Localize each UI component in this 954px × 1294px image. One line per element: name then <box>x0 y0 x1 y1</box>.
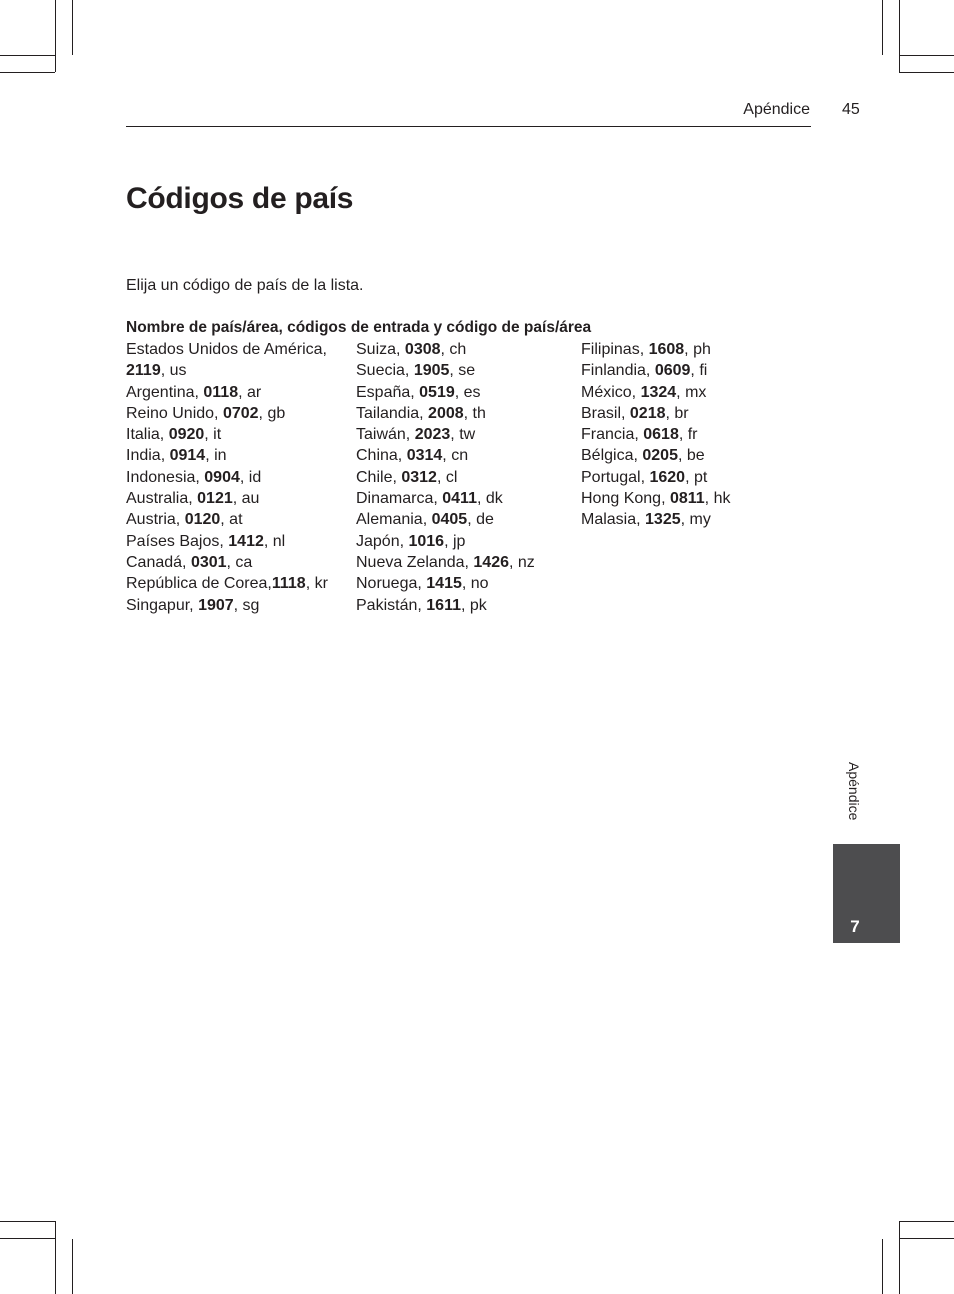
crop-mark <box>55 0 56 72</box>
entry-code: 2023 <box>414 426 451 444</box>
country-abbr: , ph <box>684 341 711 358</box>
country-entry <box>126 531 352 552</box>
crop-mark <box>899 1221 954 1222</box>
entry-code: 0609 <box>654 362 691 380</box>
country-abbr: , ar <box>238 383 262 401</box>
country-abbr: , tw <box>450 426 476 444</box>
entry-code: 1118 <box>271 575 306 593</box>
crop-mark <box>72 0 73 55</box>
country-column-3 <box>581 339 781 531</box>
country-entry <box>126 573 352 594</box>
crop-mark <box>0 1238 55 1239</box>
country-entry <box>356 573 578 594</box>
country-abbr: , kr <box>305 575 328 593</box>
country-abbr: , au <box>232 490 260 508</box>
country-entry <box>356 509 578 530</box>
country-entry <box>581 509 781 530</box>
country-entry <box>126 382 352 403</box>
country-entry <box>581 424 781 445</box>
country-name: Pakistán, <box>356 596 427 614</box>
country-entry <box>356 403 578 424</box>
entry-code: 0618 <box>643 426 679 444</box>
country-abbr: , cn <box>442 447 469 465</box>
running-header: Apéndice <box>743 101 810 118</box>
country-name: Austria, <box>126 511 185 529</box>
entry-code: 1426 <box>473 553 509 571</box>
entry-code: 1016 <box>408 532 445 550</box>
country-column-1 <box>126 339 352 616</box>
country-abbr: , it <box>204 426 222 444</box>
entry-code: 1611 <box>426 596 461 614</box>
entry-code: 1412 <box>228 532 264 550</box>
country-entry <box>356 488 578 509</box>
country-entry <box>126 488 352 509</box>
country-name: Alemania, <box>356 511 432 529</box>
country-abbr: , sg <box>233 596 260 614</box>
country-entry <box>126 509 352 530</box>
country-name: Singapur, <box>126 596 199 614</box>
entry-code: 1608 <box>648 341 685 358</box>
country-abbr: , no <box>461 575 489 593</box>
country-name: México, <box>581 383 641 401</box>
country-abbr: , fr <box>678 426 698 444</box>
country-entry <box>356 552 578 573</box>
country-column-2 <box>356 339 578 616</box>
country-abbr: , id <box>239 468 262 486</box>
country-entry <box>356 595 578 616</box>
entry-code: 0120 <box>184 511 221 529</box>
crop-mark <box>899 55 954 56</box>
crop-mark <box>0 55 55 56</box>
country-name: Reino Unido, <box>126 404 223 422</box>
country-name: China, <box>356 447 407 465</box>
country-abbr: , ch <box>440 341 467 358</box>
country-abbr: , jp <box>444 532 466 550</box>
country-abbr: , fi <box>690 362 708 380</box>
country-abbr: , pt <box>685 468 708 486</box>
country-name: Filipinas, <box>581 341 649 358</box>
country-entry <box>581 339 781 360</box>
country-entry <box>356 467 578 488</box>
entry-code: 0519 <box>419 383 455 401</box>
entry-code: 0121 <box>197 490 233 508</box>
crop-mark <box>899 1221 900 1294</box>
country-name: Nueva Zelanda, <box>356 553 474 571</box>
entry-code: 2119 <box>126 362 161 380</box>
table-heading: Nombre de país/área, códigos de entrada y código de país/área <box>126 319 592 336</box>
entry-code: 0904 <box>204 468 240 486</box>
country-name: India, <box>126 447 170 465</box>
country-name: Brasil, <box>581 404 630 422</box>
entry-code: 1620 <box>649 468 686 486</box>
country-name: República de Corea, <box>126 575 272 593</box>
country-abbr: , hk <box>704 490 731 508</box>
country-entry <box>356 424 578 445</box>
entry-code: 0914 <box>169 447 206 465</box>
country-name: España, <box>356 383 420 401</box>
country-abbr: , th <box>463 404 486 422</box>
country-name: Estados Unidos de América, <box>126 341 327 358</box>
entry-code: 0920 <box>168 426 205 444</box>
crop-mark <box>899 0 900 72</box>
entry-code: 1415 <box>426 575 462 593</box>
intro-text: Elija un código de país de la lista. <box>126 277 364 294</box>
crop-mark <box>72 1239 73 1294</box>
country-name: Taiwán, <box>356 426 415 444</box>
country-name: Tailandia, <box>356 404 429 422</box>
country-name: Finlandia, <box>581 362 655 380</box>
country-entry <box>581 403 781 424</box>
country-name: Países Bajos, <box>126 532 229 550</box>
country-entry <box>356 360 578 381</box>
country-abbr: , de <box>467 511 494 529</box>
country-entry <box>581 445 781 466</box>
entry-code: 0314 <box>406 447 443 465</box>
crop-mark <box>882 1239 883 1294</box>
page-number: 45 <box>842 101 860 118</box>
country-abbr: , dk <box>476 490 503 508</box>
country-abbr: , ca <box>226 553 253 571</box>
country-abbr: , be <box>677 447 705 465</box>
country-abbr: , br <box>665 404 689 422</box>
country-name: Francia, <box>581 426 644 444</box>
country-abbr: , us <box>160 362 187 380</box>
country-entry <box>126 467 352 488</box>
country-abbr: , cl <box>436 468 458 486</box>
country-name: Canadá, <box>126 553 191 571</box>
entry-code: 0411 <box>442 490 477 508</box>
country-entry <box>581 488 781 509</box>
header-rule <box>126 126 811 127</box>
country-entry <box>126 403 352 424</box>
entry-code: 0811 <box>669 490 705 508</box>
country-name: Australia, <box>126 490 198 508</box>
country-name: Indonesia, <box>126 468 205 486</box>
country-name: Hong Kong, <box>581 490 670 508</box>
country-name: Suiza, <box>356 341 405 358</box>
entry-code: 1907 <box>198 596 234 614</box>
country-entry <box>126 339 352 360</box>
country-entry <box>581 360 781 381</box>
entry-code: 0218 <box>629 404 666 422</box>
country-entry <box>126 424 352 445</box>
crop-mark <box>0 1221 55 1222</box>
country-entry <box>581 382 781 403</box>
entry-code: 0118 <box>203 383 239 401</box>
country-abbr: , my <box>680 511 711 529</box>
entry-code: 0301 <box>190 553 227 571</box>
entry-code: 1325 <box>645 511 681 529</box>
country-name: Italia, <box>126 426 169 444</box>
crop-mark <box>55 1221 56 1294</box>
country-entry <box>126 552 352 573</box>
entry-code: 1905 <box>413 362 450 380</box>
crop-mark <box>899 1238 954 1239</box>
country-entry <box>356 382 578 403</box>
country-entry <box>356 531 578 552</box>
country-name: Bélgica, <box>581 447 643 465</box>
country-name: Suecia, <box>356 362 414 380</box>
country-entry <box>126 595 352 616</box>
chapter-tab <box>833 844 900 943</box>
country-name: Noruega, <box>356 575 427 593</box>
country-name: Japón, <box>356 532 409 550</box>
entry-code: 0312 <box>401 468 437 486</box>
crop-mark <box>882 0 883 55</box>
country-name: Malasia, <box>581 511 646 529</box>
crop-mark <box>0 72 55 73</box>
country-name: Argentina, <box>126 383 204 401</box>
country-abbr: , mx <box>676 383 707 401</box>
country-abbr: , gb <box>258 404 286 422</box>
country-name: Portugal, <box>581 468 650 486</box>
country-abbr: , pk <box>460 596 487 614</box>
country-abbr: , nz <box>509 553 535 571</box>
country-entry <box>126 445 352 466</box>
country-abbr: , se <box>449 362 476 380</box>
country-abbr: , at <box>220 511 243 529</box>
country-abbr: , in <box>205 447 227 465</box>
side-tab-label: Apéndice <box>846 762 862 821</box>
country-abbr: , es <box>454 383 481 401</box>
country-name: Dinamarca, <box>356 490 443 508</box>
country-entry <box>356 339 578 360</box>
entry-code: 0205 <box>642 447 678 465</box>
country-entry <box>356 445 578 466</box>
entry-code: 0405 <box>431 511 468 529</box>
country-abbr: , nl <box>263 532 286 550</box>
entry-code: 1324 <box>640 383 677 401</box>
country-name: Chile, <box>356 468 402 486</box>
page-title: Códigos de país <box>126 182 354 215</box>
entry-code: 0308 <box>404 341 441 358</box>
chapter-number: 7 <box>850 917 860 936</box>
entry-code: 2008 <box>428 404 464 422</box>
country-entry <box>126 360 352 381</box>
country-entry <box>581 467 781 488</box>
crop-mark <box>899 72 954 73</box>
entry-code: 0702 <box>222 404 259 422</box>
